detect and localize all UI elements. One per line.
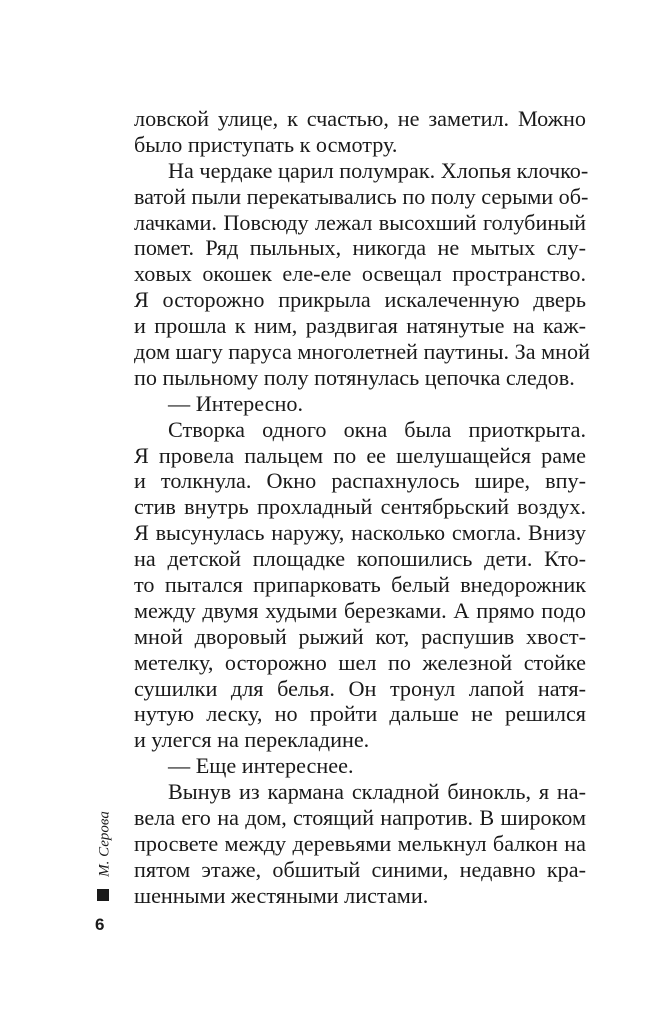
text-line: шенными жестяными листами. <box>134 882 429 908</box>
text-line: Я высунулась наружу, насколько смогла. Внизу <box>134 520 586 546</box>
text-line: и прошла к ним, раздвигая натянутые на каж- <box>134 313 586 339</box>
text-line: просвете между деревьями мелькнул балкон на <box>134 830 586 856</box>
text-line: ловской улице, к счастью, не заметил. Можно <box>134 106 586 131</box>
text-line: было приступать к осмотру. <box>134 131 398 157</box>
square-marker-icon <box>97 889 109 901</box>
text-line: помет. Ряд пыльных, никогда не мытых слу- <box>134 235 586 261</box>
body-text <box>134 106 590 909</box>
text-line: ватой пыли перекатывались по полу серыми об- <box>134 183 589 209</box>
page-number: 6 <box>95 915 105 934</box>
text-line: по пыльному полу потянулась цепочка следов. <box>134 364 575 390</box>
text-line: На чердаке царил полумрак. Хлопья клочко- <box>168 157 589 183</box>
text-line: стив внутрь прохладный сентябрьский воздух. <box>134 494 586 520</box>
text-line: лачками. Повсюду лежал высохший голубиный <box>134 209 586 235</box>
text-line: Я осторожно прикрыла искалеченную дверь <box>134 287 586 313</box>
running-author-text: М. Серова <box>96 811 113 877</box>
text-line: сушилки для белья. Он тронул лапой натя- <box>134 675 586 701</box>
text-line: нутую леску, но пройти дальше не решился <box>134 701 586 727</box>
text-line: метелку, осторожно шел по железной стойке <box>134 649 586 675</box>
dialogue-line: — Интересно. <box>168 390 304 416</box>
running-author <box>95 810 115 878</box>
text-line: пятом этаже, обшитый синими, недавно кра- <box>134 856 586 882</box>
text-line: ховых окошек еле-еле освещал пространство. <box>134 261 586 287</box>
text-line: Я провела пальцем по ее шелушащейся раме <box>134 442 586 468</box>
text-line: и улегся на перекладине. <box>134 727 370 753</box>
text-line: Вынув из кармана складной бинокль, я на- <box>168 779 586 805</box>
dialogue-line: — Еще интереснее. <box>168 753 354 779</box>
text-line: и толкнула. Окно распахнулось шире, впу- <box>134 468 586 494</box>
text-line: мной дворовый рыжий кот, распушив хвост- <box>134 623 586 649</box>
text-line: то пытался припарковать белый внедорожник <box>134 572 586 598</box>
text-line: дом шагу паруса многолетней паутины. За мной <box>134 339 590 365</box>
text-line: на детской площадке копошились дети. Кто- <box>134 546 586 572</box>
text-line: между двумя худыми березками. А прямо подо <box>134 597 586 623</box>
text-line: вела его на дом, стоящий напротив. В широком <box>134 805 586 831</box>
text-line: Створка одного окна была приоткрыта. <box>168 416 586 442</box>
